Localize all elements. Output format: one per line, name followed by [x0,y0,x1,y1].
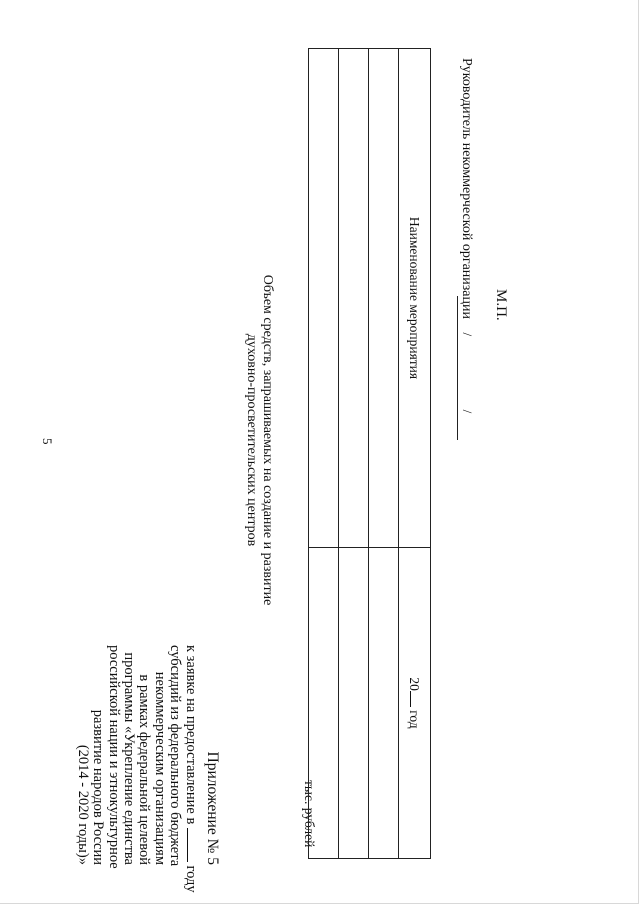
header-year-suffix: год [407,710,423,729]
stamp-place: М.П. [493,289,509,321]
appendix-line: программы «Укрепление единства [120,652,137,865]
appendix-line: в рамках федеральной целевой [136,674,153,865]
appendix-header [74,645,221,893]
appendix-line: субсидий из федерального бюджета [167,645,184,867]
appendix-line-1 [182,645,199,893]
header-year-prefix: 20 [407,677,423,691]
appendix-line-1-text: к заявке на предоставление в [182,645,199,825]
signature-label: Руководитель некоммерческой организации [459,58,474,319]
page-number: 5 [40,438,55,445]
table-cell [369,49,399,548]
header-event-name: Наименование мероприятия [399,49,431,548]
units-label: тыс. рублей [302,780,317,848]
table-header-row [399,49,431,859]
header-year [399,548,431,859]
document-title [244,240,275,640]
signature-line [458,58,475,413]
appendix-line: развитие народов России [90,709,107,865]
table-cell [309,49,339,548]
document-title-line-1: Объем средств, запрашиваемых на создание и развитие [260,274,275,606]
table-row [309,49,339,859]
table-cell [369,548,399,859]
signature-rule [457,296,458,440]
table-row [339,49,369,859]
table-cell [339,548,369,859]
header-year-blank [411,691,422,707]
funding-table [308,48,431,859]
appendix-line-1-suffix: году [182,865,199,893]
table-row [369,49,399,859]
document-title-line-2: духовно-просветительских центров [244,333,260,547]
appendix-line: российской нации и этнокультурное [105,645,122,869]
table-cell [339,49,369,548]
signature-separator: / [460,409,475,414]
appendix-title: Приложение № 5 [204,751,221,865]
table-cell [309,548,339,859]
year-blank [187,828,199,862]
appendix-line: некоммерческим организациям [151,671,168,865]
signature-separator: / [460,332,475,337]
appendix-line: (2014 - 2020 годы)» [74,744,91,865]
